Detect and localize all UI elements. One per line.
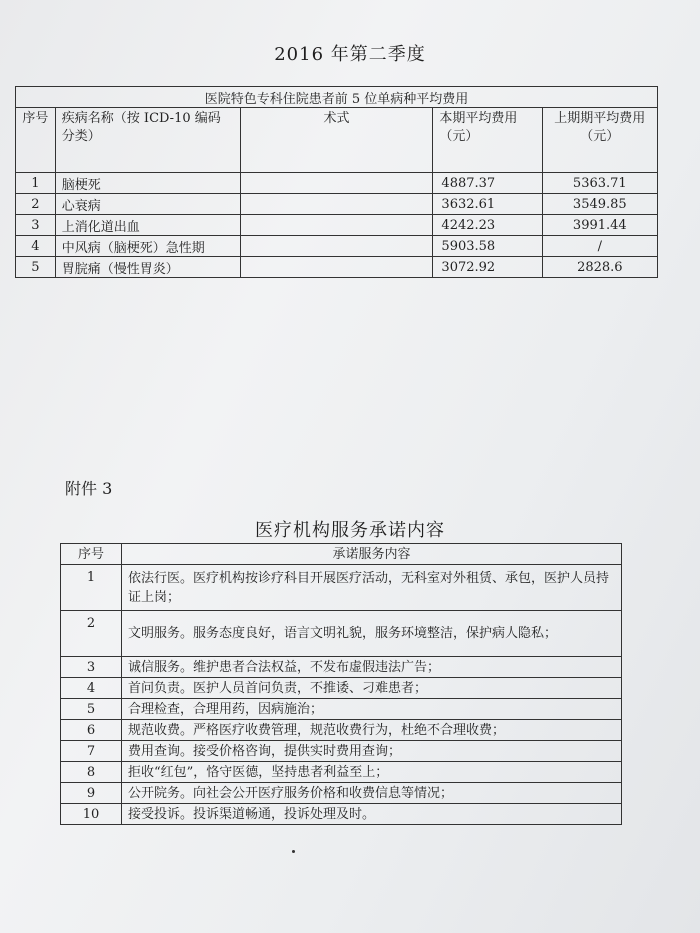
table-row: [16, 173, 658, 194]
header-previous-cost: 上期期平均费用（元）: [542, 108, 657, 173]
row-no: 3: [16, 215, 56, 236]
table-row: [61, 804, 622, 825]
row-no: 9: [61, 783, 122, 804]
avg-cost-table: [15, 86, 658, 278]
row-previous-cost: 2828.6: [542, 257, 657, 278]
table-caption: 医院特色专科住院患者前 5 位单病种平均费用: [16, 87, 658, 108]
row-disease-name: 脑梗死: [55, 173, 240, 194]
row-no: 2: [16, 194, 56, 215]
row-no: 1: [16, 173, 56, 194]
row-no: 6: [61, 720, 122, 741]
row-previous-cost: 3549.85: [542, 194, 657, 215]
row-current-cost: 4887.37: [433, 173, 542, 194]
table-row: [61, 657, 622, 678]
row-content: 费用查询。接受价格咨询，提供实时费用查询；: [122, 741, 622, 762]
table-row: [16, 257, 658, 278]
row-previous-cost: 3991.44: [542, 215, 657, 236]
header-content: 承诺服务内容: [122, 544, 622, 565]
row-content: 公开院务。向社会公开医疗服务价格和收费信息等情况；: [122, 783, 622, 804]
table-row: [16, 194, 658, 215]
header-no: 序号: [61, 544, 122, 565]
row-procedure: [240, 215, 433, 236]
commitment-table: [60, 543, 622, 825]
page-title: 2016 年第二季度: [274, 44, 426, 65]
row-no: 5: [61, 699, 122, 720]
row-disease-name: 胃脘痛（慢性胃炎）: [55, 257, 240, 278]
row-disease-name: 上消化道出血: [55, 215, 240, 236]
table-row: [61, 783, 622, 804]
row-procedure: [240, 173, 433, 194]
table-row: [61, 741, 622, 762]
row-content: 文明服务。服务态度良好，语言文明礼貌，服务环境整洁，保护病人隐私；: [122, 611, 622, 657]
row-current-cost: 3632.61: [433, 194, 542, 215]
row-disease-name: 心衰病: [55, 194, 240, 215]
table-row: [16, 215, 658, 236]
row-no: 4: [16, 236, 56, 257]
row-disease-name: 中风病（脑梗死）急性期: [55, 236, 240, 257]
row-content: 接受投诉。投诉渠道畅通，投诉处理及时。: [122, 804, 622, 825]
row-content: 首问负责。医护人员首问负责，不推诿、刁难患者；: [122, 678, 622, 699]
table-row: [61, 611, 622, 657]
table-row: [61, 678, 622, 699]
row-current-cost: 4242.23: [433, 215, 542, 236]
row-procedure: [240, 257, 433, 278]
row-no: 2: [61, 611, 122, 657]
header-disease-name: 疾病名称（按 ICD-10 编码分类）: [55, 108, 240, 173]
header-procedure: 术式: [240, 108, 433, 173]
row-content: 依法行医。医疗机构按诊疗科目开展医疗活动，无科室对外租赁、承包，医护人员持证上岗；: [122, 565, 622, 611]
header-current-cost: 本期平均费用（元）: [433, 108, 542, 173]
table-row: [61, 699, 622, 720]
table-header-row: [16, 108, 658, 173]
row-content: 规范收费。严格医疗收费管理，规范收费行为，杜绝不合理收费；: [122, 720, 622, 741]
table-row: [61, 565, 622, 611]
attachment-label: 附件 3: [65, 479, 113, 498]
row-no: 7: [61, 741, 122, 762]
table-row: [61, 762, 622, 783]
row-no: 10: [61, 804, 122, 825]
row-content: 合理检查，合理用药，因病施治；: [122, 699, 622, 720]
row-content: 拒收“红包”，恪守医德，坚持患者利益至上；: [122, 762, 622, 783]
header-no: 序号: [16, 108, 56, 173]
row-no: 3: [61, 657, 122, 678]
row-no: 5: [16, 257, 56, 278]
row-no: 1: [61, 565, 122, 611]
row-previous-cost: 5363.71: [542, 173, 657, 194]
table-row: [61, 720, 622, 741]
row-content: 诚信服务。维护患者合法权益，不发布虚假违法广告；: [122, 657, 622, 678]
section-title: 医疗机构服务承诺内容: [255, 520, 445, 541]
row-procedure: [240, 194, 433, 215]
row-previous-cost: /: [542, 236, 657, 257]
table-row: [16, 236, 658, 257]
row-no: 4: [61, 678, 122, 699]
row-current-cost: 3072.92: [433, 257, 542, 278]
row-procedure: [240, 236, 433, 257]
row-no: 8: [61, 762, 122, 783]
row-current-cost: 5903.58: [433, 236, 542, 257]
table-header-row: [61, 544, 622, 565]
speck-mark: [292, 850, 295, 853]
